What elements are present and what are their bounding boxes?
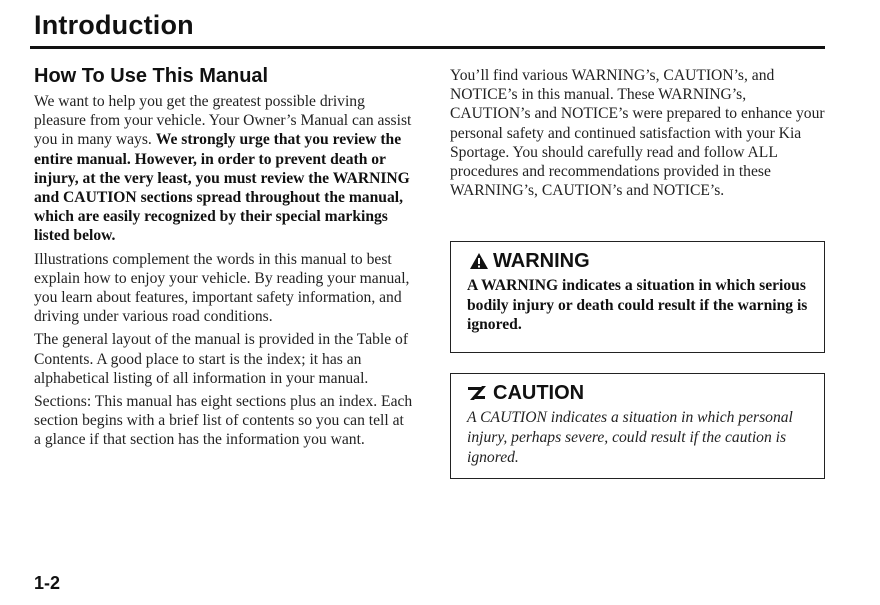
layout-paragraph: The general layout of the manual is provided in the Table of Contents. A good place to start is the index; it has an alphabetical listing of all information in your manual. xyxy=(34,331,409,387)
left-column xyxy=(34,64,414,454)
warning-title-row xyxy=(467,250,810,272)
intro-text: We want to help you get the greatest possible driving pleasure from your vehicle. Your Owner’s Manual can assist you in many ways. xyxy=(34,93,412,149)
section-heading: How To Use This Manual xyxy=(34,65,269,87)
caution-box xyxy=(450,373,825,479)
caution-title: CAUTION xyxy=(493,382,585,404)
warning-text: A WARNING indicates a situation in which serious bodily injury or death could result if the warning is ignored. xyxy=(467,277,808,333)
intro-paragraph xyxy=(34,92,414,246)
warning-title: WARNING xyxy=(493,250,590,272)
illustrations-paragraph: Illustrations complement the words in this manual to best explain how to enjoy your vehicle. By reading your manual, you learn about features, important safety information, and driving under various road conditions. xyxy=(34,250,410,326)
warning-box xyxy=(450,241,825,353)
page-number: 1-2 xyxy=(34,573,61,593)
caution-text: A CAUTION indicates a situation in which personal injury, perhaps severe, could result if the caution is ignored. xyxy=(467,409,793,466)
title-rule xyxy=(30,46,825,49)
notices-paragraph: You’ll find various WARNING’s, CAUTION’s, and NOTICE’s in this manual. These WARNING’s, CAUTION’s and NOTICE’s were prepared to enhance your personal safety and continued satisfaction with your Kia Sportage. You should carefully read and follow ALL procedures and recommendations provided in these WARNING’s, CAUTION’s and NOTICE’s. xyxy=(450,67,825,200)
caution-slash-icon xyxy=(467,385,489,401)
warning-triangle-icon xyxy=(469,252,489,270)
sections-paragraph: Sections: This manual has eight sections plus an index. Each section begins with a brief list of contents so you can tell at a glance if that section has the information you want. xyxy=(34,393,413,449)
intro-bold-text: We strongly urge that you review the entire manual. However, in order to prevent death or injury, at the very least, you must review the WARNING and CAUTION sections spread throughout the manual, which are easily recognized by their special markings listed below. xyxy=(34,131,410,245)
caution-title-row xyxy=(467,382,810,404)
right-column xyxy=(450,66,825,204)
chapter-title: Introduction xyxy=(34,10,194,40)
